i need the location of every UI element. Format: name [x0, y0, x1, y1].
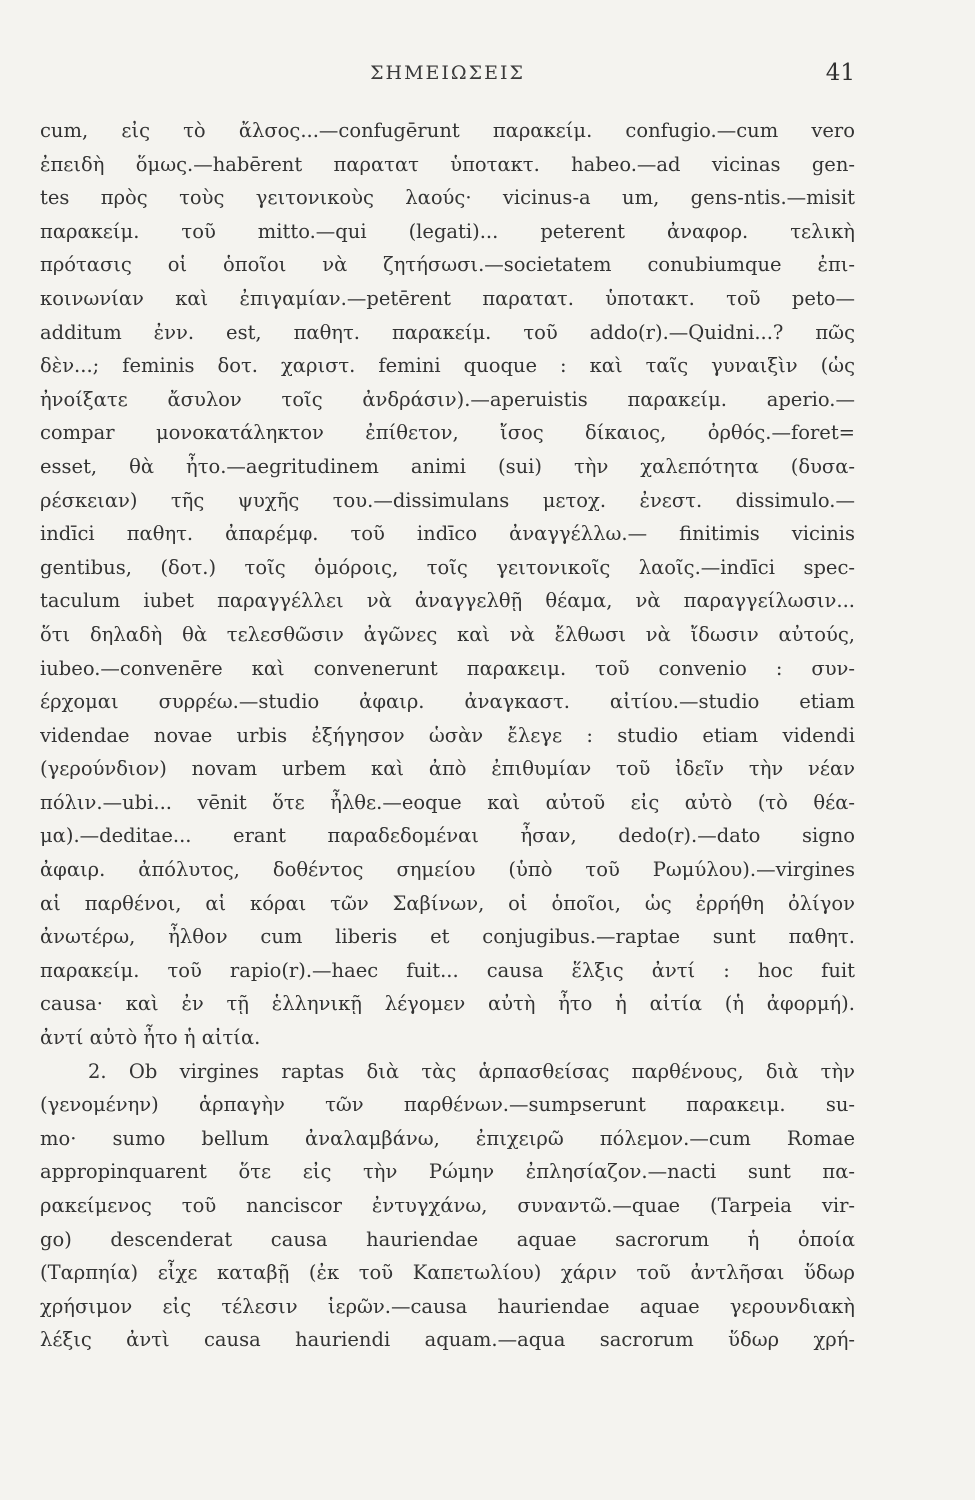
text-line: videndae novae urbis ἐξήγησον ὡσὰν ἔλεγε : studio etiam videndi: [40, 723, 855, 747]
text-line: iubeo.—convenēre καὶ convenerunt παρακειμ. τοῦ convenio : συν-: [40, 656, 855, 680]
text-line: ἀνωτέρω, ἦλθον cum liberis et conjugibus.—raptae sunt παθητ.: [40, 925, 855, 949]
text-line: πρότασις οἱ ὁποῖοι νὰ ζητήσωσι.—societatem conubiumque ἐπι-: [40, 253, 855, 277]
page-header: [40, 60, 855, 90]
text-line: 2. Ob virgines raptas διὰ τὰς ἁρπασθείσας παρθένους, διὰ τὴν: [88, 1059, 855, 1083]
text-line: ἀντί αὐτὸ ἦτο ἡ αἰτία.: [40, 1026, 261, 1050]
text-line: tes πρὸς τοὺς γειτονικοὺς λαούς· vicinus-a um, gens-ntis.—misit: [40, 186, 855, 210]
text-line: gentibus, (δοτ.) τοῖς ὁμόροις, τοῖς γειτονικοῖς λαοῖς.—indīci spec-: [40, 555, 855, 579]
notes-body: [40, 114, 855, 1357]
text-line: παρακείμ. τοῦ rapio(r).—haec fuit... causa ἕλξις ἀντί : hoc fuit: [40, 958, 855, 982]
text-line: ἠνοίξατε ἄσυλον τοῖς ἀνδράσιν).—aperuistis παρακείμ. aperio.—: [40, 387, 855, 411]
text-line: δὲν...; feminis δοτ. χαριστ. femini quoque : καὶ ταῖς γυναιξὶν (ὡς: [40, 354, 855, 378]
running-title: ΣΗΜΕΙΩΣΕΙΣ: [370, 62, 525, 84]
text-line: ἀφαιρ. ἀπόλυτος, δοθέντος σημείου (ὑπὸ τοῦ Ρωμύλου).—virgines: [40, 858, 855, 882]
text-line: (γενομένην) ἁρπαγὴν τῶν παρθένων.—sumpserunt παρακειμ. su-: [40, 1093, 855, 1117]
text-line: αἱ παρθένοι, αἱ κόραι τῶν Σαβίνων, οἱ ὁποῖοι, ὡς ἐρρήθη ὀλίγον: [40, 891, 855, 915]
text-line: mo· sumo bellum ἀναλαμβάνω, ἐπιχειρῶ πόλεμον.—cum Romae: [40, 1126, 855, 1150]
text-line: cum, εἰς τὸ ἄλσος...—confugērunt παρακείμ. confugio.—cum vero: [40, 119, 855, 142]
text-line: indīci παθητ. ἀπαρέμφ. τοῦ indīco ἀναγγέλλω.— finitimis vicinis: [40, 522, 855, 546]
text-line: μα).—deditae... erant παραδεδομέναι ἦσαν, dedo(r).—dato signo: [40, 824, 855, 848]
text-line: ὅτι δηλαδὴ θὰ τελεσθῶσιν ἀγῶνες καὶ νὰ ἔλθωσι νὰ ἴδωσιν αὐτούς,: [40, 622, 855, 646]
text-line: πόλιν.—ubi... vēnit ὅτε ἦλθε.—eoque καὶ αὐτοῦ εἰς αὐτὸ (τὸ θέα-: [40, 790, 855, 814]
text-line: ρακείμενος τοῦ nanciscor ἐντυγχάνω, συναντῶ.—quae (Tarpeia vir-: [40, 1194, 855, 1217]
text-line: λέξις ἀντὶ causa hauriendi aquam.—aqua sacrorum ὕδωρ χρή-: [40, 1328, 855, 1352]
text-line: causa· καὶ ἐν τῇ ἑλληνικῇ λέγομεν αὐτὴ ἦτο ἡ αἰτία (ἡ ἀφορμή).: [40, 992, 855, 1016]
text-line: go) descenderat causa hauriendae aquae sacrorum ἡ ὁποία: [40, 1227, 855, 1251]
text-line: παρακείμ. τοῦ mitto.—qui (legati)... peterent ἀναφορ. τελικὴ: [40, 219, 855, 243]
text-line: (Ταρπηία) εἶχε καταβῇ (ἐκ τοῦ Καπετωλίου) χάριν τοῦ ἀντλῆσαι ὕδωρ: [40, 1261, 855, 1285]
text-line: έρχομαι συρρέω.—studio ἀφαιρ. ἀναγκαστ. αἰτίου.—studio etiam: [40, 690, 855, 714]
text-line: ἐπειδὴ ὅμως.—habērent παρατατ ὑποτακτ. habeo.—ad vicinas gen-: [40, 152, 855, 176]
text-line: χρήσιμον εἰς τέλεσιν ἱερῶν.—causa hauriendae aquae γερουνδιακὴ: [40, 1294, 855, 1318]
text-line: additum ἐνν. est, παθητ. παρακείμ. τοῦ addo(r).—Quidni...? πῶς: [40, 320, 855, 344]
text-line: compar μονοκατάληκτον ἐπίθετον, ἴσος δίκαιος, ὀρθός.—foret=: [40, 421, 855, 445]
text-line: κοινωνίαν καὶ ἐπιγαμίαν.—petērent παρατατ. ὑποτακτ. τοῦ peto—: [40, 286, 855, 310]
text-line: taculum iubet παραγγέλλει νὰ ἀναγγελθῇ θέαμα, νὰ παραγγείλωσιν...: [40, 589, 855, 613]
text-line: appropinquarent ὅτε εἰς τὴν Ρώμην ἐπλησίαζον.—nacti sunt πα-: [40, 1160, 855, 1184]
page-number: 41: [825, 60, 855, 86]
text-line: esset, θὰ ἦτο.—aegritudinem animi (sui) τὴν χαλεπότητα (δυσα-: [40, 454, 855, 478]
text-line: (γερούνδιον) novam urbem καὶ ἀπὸ ἐπιθυμίαν τοῦ ἰδεῖν τὴν νέαν: [40, 757, 855, 781]
text-line: ρέσκειαν) τῆς ψυχῆς του.—dissimulans μετοχ. ἐνεστ. dissimulo.—: [40, 488, 855, 512]
